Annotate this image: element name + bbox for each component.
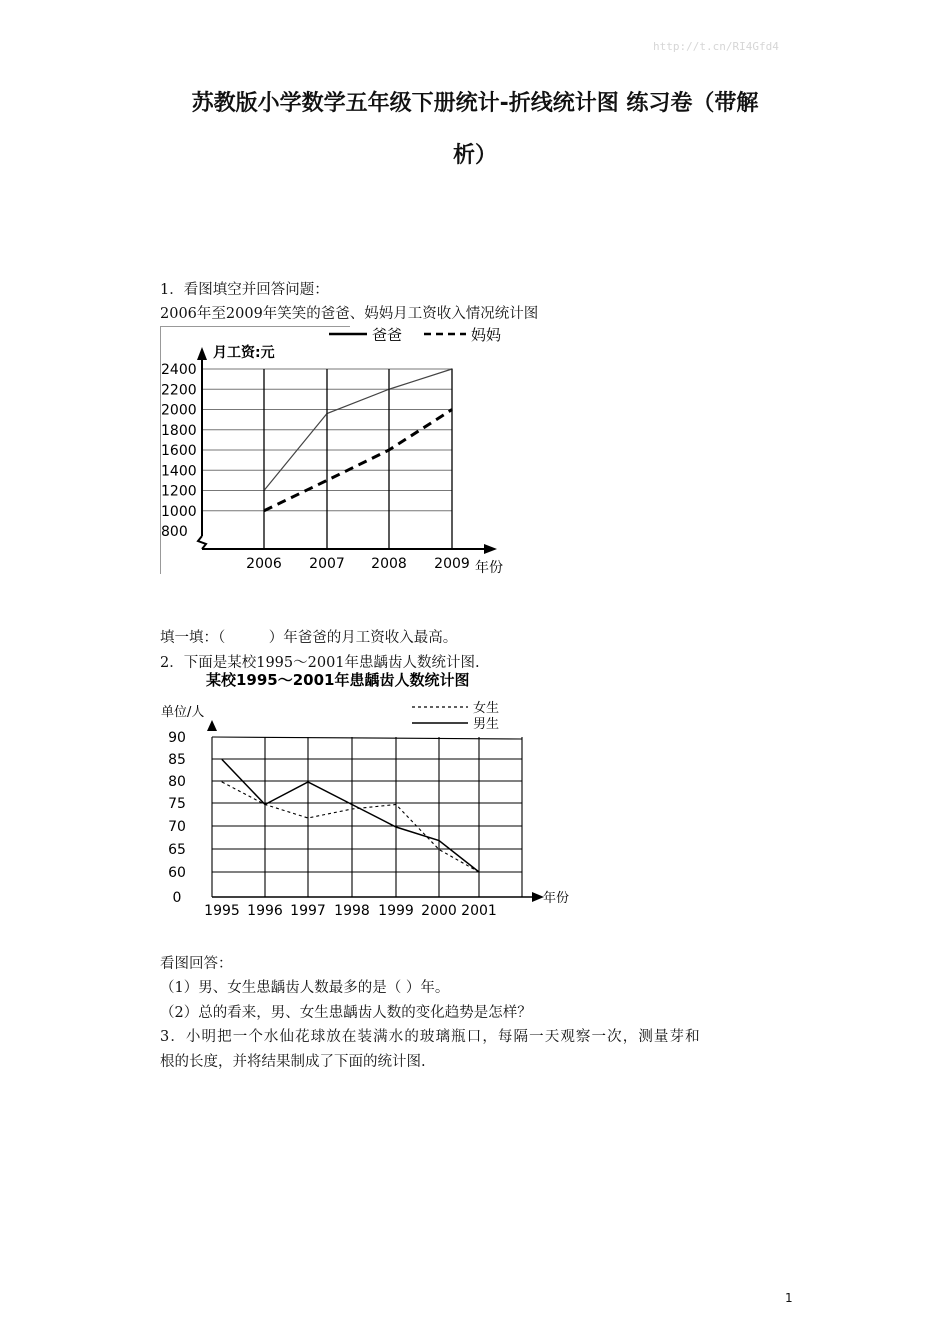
chart2-y-tick-label: 90 xyxy=(168,730,186,746)
chart1-x-tick-label: 2007 xyxy=(309,556,345,572)
chart1-y-tick-label: 2200 xyxy=(161,382,197,399)
chart2-series-girls-line xyxy=(222,782,479,872)
chart1-y-tick-label: 800 xyxy=(161,524,188,540)
chart1-y-tick-label: 1400 xyxy=(161,463,197,480)
chart2-point xyxy=(222,759,223,760)
chart1-y-tick-label: 1200 xyxy=(161,483,197,500)
chart1-x-arrow xyxy=(484,544,497,554)
chart1-axis-break xyxy=(198,536,206,549)
chart1-point xyxy=(451,409,452,410)
chart1-y-tick-label: 2000 xyxy=(161,402,197,419)
chart2-y-tick-label: 80 xyxy=(168,774,186,790)
chart2-x-tick-label: 1997 xyxy=(290,903,326,919)
chart2-point xyxy=(439,840,440,841)
chart2-y-tick-label: 65 xyxy=(168,842,186,858)
chart2-y-tick-label: 0 xyxy=(172,890,182,906)
chart2-title: 某校1995～2001年患龋齿人数统计图 xyxy=(206,671,470,689)
chart2-y-tick-label: 70 xyxy=(168,819,186,835)
chart2-point xyxy=(222,782,223,783)
chart2-series-boys-line xyxy=(222,760,479,873)
page-title-line1: 苏教版小学数学五年级下册统计-折线统计图 练习卷（带解 xyxy=(191,91,759,116)
chart1-y-tick-label: 1600 xyxy=(161,443,197,459)
salary-line-chart xyxy=(155,318,525,580)
chart2-xlabel: 年份 xyxy=(543,891,570,906)
page-number: 1 xyxy=(785,1291,793,1305)
chart1-x-tick-label: 2006 xyxy=(246,556,282,572)
chart1-point xyxy=(451,368,452,369)
chart1-point xyxy=(263,510,264,511)
chart2-y-arrow xyxy=(207,720,217,731)
chart2-point xyxy=(265,804,266,805)
chart1-point xyxy=(388,389,389,390)
watermark-url: http://t.cn/RI4Gfd4 xyxy=(653,40,779,53)
chart2-x-tick-label: 2000 xyxy=(421,903,457,919)
chart1-grid xyxy=(202,369,452,549)
chart2-point xyxy=(479,872,480,873)
q3-line1: 3．小明把一个水仙花球放在装满水的玻璃瓶口，每隔一天观察一次，测量芽和 xyxy=(160,1029,701,1045)
q2-prompt: 2．下面是某校1995～2001年患龋齿人数统计图. xyxy=(160,655,480,671)
chart1-point xyxy=(326,413,327,414)
chart2-point xyxy=(352,809,353,810)
chart2-y-tick-label: 75 xyxy=(168,796,186,812)
chart1-ylabel: 月工资:元 xyxy=(213,345,275,361)
chart2-gridline-h xyxy=(212,737,522,739)
chart2-point xyxy=(308,782,309,783)
chart1-point xyxy=(326,480,327,481)
page-title-line2: 析） xyxy=(452,143,497,168)
q2-sub2: （2）总的看来，男、女生患龋齿人数的变化趋势是怎样？ xyxy=(160,1005,532,1021)
chart1-point xyxy=(388,449,389,450)
q2-sub1: （1）男、女生患龋齿人数最多的是（ ）年。 xyxy=(160,980,450,996)
chart2-point xyxy=(439,849,440,850)
chart1-legend-solid-label: 爸爸 xyxy=(372,326,403,344)
chart1-y-arrow xyxy=(197,347,207,360)
q1-prompt: 1．看图填空并回答问题： xyxy=(160,282,329,298)
q2-ask: 看图回答： xyxy=(160,956,233,972)
chart1-point xyxy=(263,490,264,491)
chart2-x-tick-label: 1996 xyxy=(247,903,283,919)
chart2-legend-solid-label: 男生 xyxy=(473,717,500,732)
chart1-x-tick-label: 2009 xyxy=(434,556,470,572)
chart1-xlabel: 年份 xyxy=(475,560,503,576)
chart1-legend-dashed-label: 妈妈 xyxy=(471,326,502,344)
chart2-y-tick-label: 60 xyxy=(168,865,186,881)
chart2-x-tick-label: 2001 xyxy=(461,903,497,919)
chart2-point xyxy=(396,804,397,805)
chart2-x-tick-label: 1999 xyxy=(378,903,414,919)
chart2-ylabel: 单位/人 xyxy=(161,705,205,720)
chart1-y-tick-label: 1800 xyxy=(161,422,197,439)
q1-fill-blank: 填一填：（ ）年爸爸的月工资收入最高。 xyxy=(160,630,458,646)
chart1-x-tick-label: 2008 xyxy=(371,556,407,572)
chart2-point xyxy=(352,804,353,805)
cavity-line-chart xyxy=(155,666,585,928)
chart2-grid xyxy=(212,737,522,897)
chart2-point xyxy=(396,827,397,828)
chart1-series-mom-line xyxy=(264,410,452,511)
chart1-y-tick-label: 1000 xyxy=(161,503,197,520)
chart1-y-tick-label: 2400 xyxy=(161,362,197,378)
q1-chart-caption: 2006年至2009年笑笑的爸爸、妈妈月工资收入情况统计图 xyxy=(160,306,539,322)
chart2-x-tick-label: 1995 xyxy=(204,903,240,919)
chart2-x-tick-label: 1998 xyxy=(334,903,370,919)
chart2-legend-dashed-label: 女生 xyxy=(473,701,500,716)
chart2-point xyxy=(308,818,309,819)
chart2-y-tick-label: 85 xyxy=(168,752,186,768)
q3-line2: 根的长度，并将结果制成了下面的统计图. xyxy=(160,1054,426,1070)
